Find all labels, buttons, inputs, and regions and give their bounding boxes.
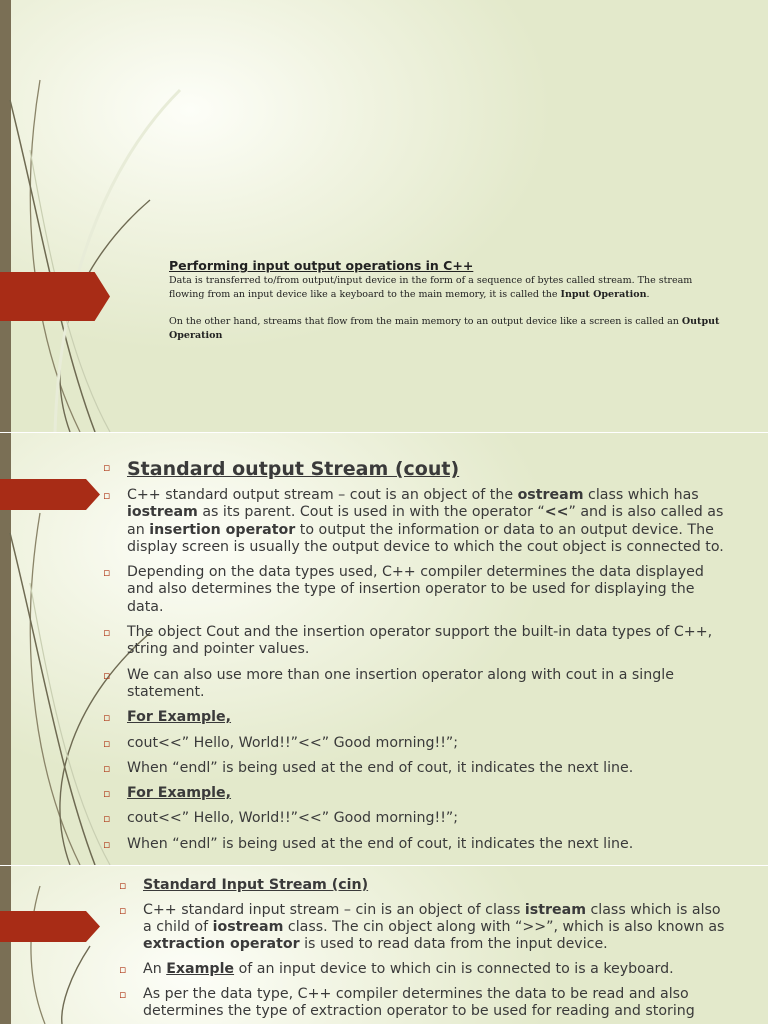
square-bullet-icon: ▫ — [103, 736, 111, 750]
list-item: ▫ cout<<” Hello, World!!”<<” Good morning!!”; — [103, 734, 459, 751]
slide-sidebar — [0, 866, 11, 1024]
output-operation-paragraph: On the other hand, streams that flow from the main memory to an output device like a screen is called an Output Operation — [169, 316, 720, 341]
section-heading: Standard output Stream (cout) — [127, 458, 460, 480]
square-bullet-icon: ▫ — [119, 879, 127, 892]
intro-paragraph: Data is transferred to/from output/input device in the form of a sequence of bytes called stream. The stream flowing from an input device like a keyboard to the main memory, it is called the Input Operation. — [169, 275, 693, 300]
square-bullet-icon: ▫ — [103, 761, 111, 775]
list-item: ▫ We can also use more than one insertion operator along with cout in a single statement. — [103, 666, 674, 700]
slide-sidebar — [0, 0, 11, 432]
accent-tab — [0, 911, 100, 942]
list-item: ▫ C++ standard input stream – cin is an object of class istream class which is also a child of iostream class. The cin object along with “>>”, which is also known as extraction operator is used to read data from the input device. — [119, 902, 725, 952]
square-bullet-icon: ▫ — [103, 668, 111, 682]
accent-tab — [0, 479, 100, 510]
list-item: ▫ When “endl” is being used at the end of cout, it indicates the next line. — [103, 759, 634, 776]
list-item: ▫ C++ standard output stream – cout is an object of the ostream class which has iostream as its parent. Cout is used in with the operator “<<” and is also called as an insertion operator to output the information or data to an output device. The display screen is usually the output device to which the cout object is connected to. — [103, 487, 724, 555]
slide-title: Performing input output operations in C++ — [169, 258, 474, 273]
list-item: ▫ The object Cout and the insertion operator support the built-in data types of C++, string and pointer values. — [103, 624, 713, 658]
square-bullet-icon: ▫ — [103, 566, 111, 580]
list-item: ▫ cout<<” Hello, World!!”<<” Good morning!!”; — [103, 810, 459, 827]
square-bullet-icon: ▫ — [103, 812, 111, 826]
square-bullet-icon: ▫ — [103, 787, 111, 801]
list-item: ▫ When “endl” is being used at the end of cout, it indicates the next line. — [103, 835, 634, 852]
square-bullet-icon: ▫ — [103, 837, 111, 851]
list-item: ▫ For Example, — [103, 709, 232, 726]
bullet-list — [119, 877, 729, 1024]
square-bullet-icon: ▫ — [103, 626, 111, 640]
list-item — [103, 457, 728, 481]
slide-3 — [0, 866, 768, 1024]
list-item: ▫ An Example of an input device to which cin is connected to is a keyboard. — [119, 961, 674, 977]
slide-2 — [0, 433, 768, 865]
list-item: ▫ As per the data type, C++ compiler determines the data to be read and also determines the type of extraction operator to be used for reading and storing — [119, 986, 695, 1019]
decorative-curves — [0, 0, 768, 432]
square-bullet-icon: ▫ — [103, 461, 111, 474]
square-bullet-icon: ▫ — [119, 904, 127, 917]
square-bullet-icon: ▫ — [119, 988, 127, 1001]
bullet-list — [103, 457, 728, 861]
list-item: ▫ Depending on the data types used, C++ compiler determines the data displayed and also determines the type of insertion operator to be used for displaying the data. — [103, 564, 704, 615]
slide-1 — [0, 0, 768, 432]
square-bullet-icon: ▫ — [103, 711, 111, 725]
square-bullet-icon: ▫ — [119, 963, 127, 976]
accent-tab — [0, 272, 110, 321]
square-bullet-icon: ▫ — [103, 489, 111, 502]
list-item — [119, 877, 729, 894]
section-heading: Standard Input Stream (cin) — [143, 877, 369, 893]
list-item: ▫ For Example, — [103, 785, 232, 802]
